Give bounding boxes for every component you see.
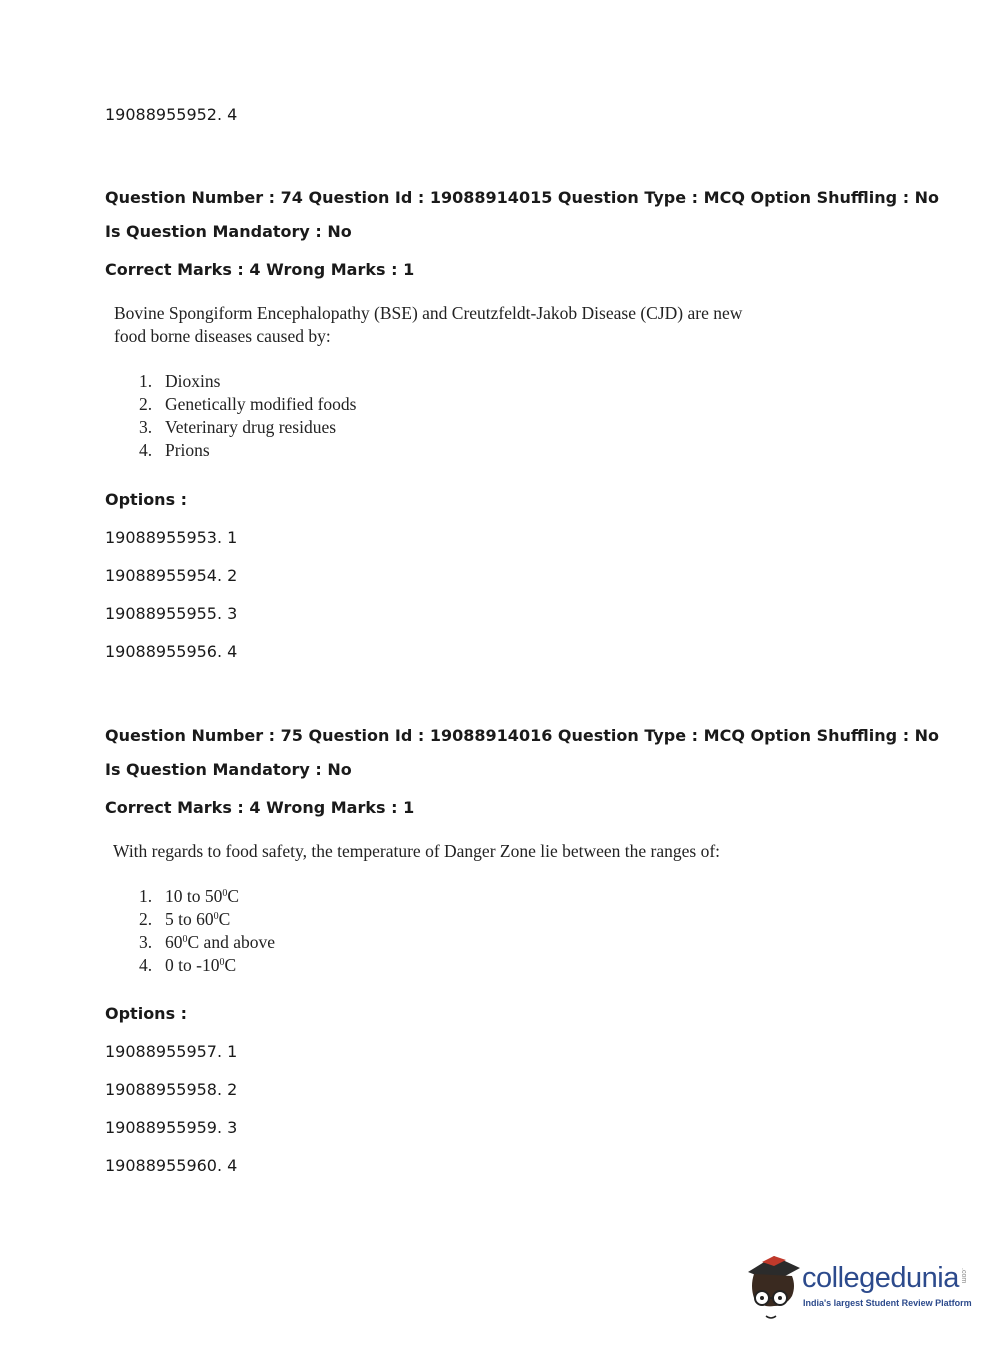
option-item: 19088955958. 2 [105,1080,238,1099]
choice-number: 1. [139,371,153,391]
choice-number: 2. [139,909,153,929]
options-label: Options : [105,1004,188,1023]
option-item: 19088955957. 1 [105,1042,238,1061]
question-mandatory: Is Question Mandatory : No [105,760,352,779]
choice-number: 2. [139,394,153,414]
option-item: 19088955953. 1 [105,528,238,547]
choice-item [139,371,220,392]
options-label: Options : [105,490,188,509]
collegedunia-logo[interactable] [742,1250,972,1322]
question-stem: With regards to food safety, the temperature of Danger Zone lie between the ranges of: [113,841,721,861]
choice-text: Dioxins [165,371,221,391]
question-stem: food borne diseases caused by: [114,326,331,346]
choice-item [139,440,210,461]
choice-text: Prions [165,440,210,460]
choice-item: 2. 5 to $60^0C$ [139,909,231,929]
question-stem: Bovine Spongiform Encephalopathy (BSE) and Creutzfeldt-Jakob Disease (CJD) are new [114,303,743,323]
choice-number: 3. [139,932,153,952]
choice-item: 3. $60^0C$ and above [139,932,275,952]
choice-item: 1. 10 to $50^0C$ [139,886,240,906]
question-marks: Correct Marks : 4 Wrong Marks : 1 [105,260,415,279]
choice-number: 3. [139,417,153,437]
option-item: 19088955960. 4 [105,1156,238,1175]
logo-tagline: India's largest Student Review Platform [803,1298,972,1308]
choice-number: 1. [139,886,153,906]
logo-dotcom: .com [960,1268,967,1284]
choice-number: 4. [139,955,153,975]
option-item: 19088955959. 3 [105,1118,238,1137]
choice-text: Veterinary drug residues [165,417,337,437]
option-item: 19088955954. 2 [105,566,238,585]
option-item: 19088955955. 3 [105,604,238,623]
choice-item: 4. 0 to $-10^0C$ [139,955,237,975]
choice-item [139,417,336,438]
question-mandatory: Is Question Mandatory : No [105,222,352,241]
choice-item [139,394,356,415]
choice-text: Genetically modified foods [165,394,357,414]
question-marks: Correct Marks : 4 Wrong Marks : 1 [105,798,415,817]
question-header: Question Number : 74 Question Id : 19088914015 Question Type : MCQ Option Shuffling : No [105,188,940,207]
question-header: Question Number : 75 Question Id : 19088914016 Question Type : MCQ Option Shuffling : No [105,726,940,745]
logo-wordmark: collegedunia [802,1262,959,1294]
mascot-icon [742,1250,802,1322]
previous-option: 19088955952. 4 [105,105,238,124]
choice-number: 4. [139,440,153,460]
option-item: 19088955956. 4 [105,642,238,661]
